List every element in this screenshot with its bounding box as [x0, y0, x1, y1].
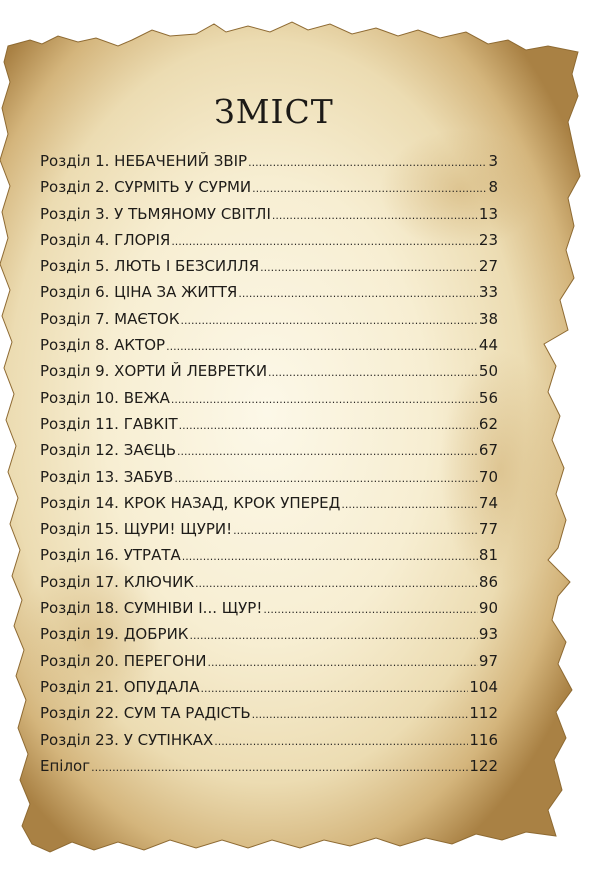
toc-entry-page: 104: [469, 677, 498, 696]
toc-dot-leader: [200, 682, 468, 695]
toc-entry-page: 27: [478, 257, 498, 276]
toc-entry-label: Розділ 20. ПЕРЕГОНИ: [40, 651, 207, 670]
toc-dot-leader: [263, 603, 478, 616]
toc-entry: [40, 441, 498, 467]
toc-entry-page: 86: [478, 572, 498, 591]
toc-entry-label: Розділ 15. ЩУРИ! ЩУРИ!: [40, 520, 233, 539]
toc-entry-page: 23: [478, 230, 498, 249]
toc-entry: [40, 757, 498, 783]
toc-entry-label: Розділ 1. НЕБАЧЕНИЙ ЗВІР: [40, 152, 248, 170]
toc-entry-label: Розділ 6. ЦІНА ЗА ЖИТТЯ: [40, 283, 238, 302]
toc-entry-page: 38: [478, 309, 498, 328]
toc-entry-page: 112: [469, 704, 498, 723]
toc-entry-label: Розділ 4. ГЛОРІЯ: [40, 230, 171, 249]
toc-entry: [40, 389, 498, 415]
toc-entry-label: Розділ 12. ЗАЄЦЬ: [40, 441, 177, 460]
toc-entry-page: 81: [478, 546, 498, 565]
toc-list: [40, 152, 498, 783]
toc-entry: [40, 520, 498, 546]
toc-entry-label: Розділ 10. ВЕЖА: [40, 388, 170, 407]
toc-entry-label: Розділ 8. АКТОР: [40, 336, 166, 355]
toc-entry: [40, 678, 498, 704]
toc-entry-page: 33: [478, 283, 498, 302]
toc-entry: [40, 362, 498, 388]
toc-entry: [40, 257, 498, 283]
toc-entry-page: 67: [478, 441, 498, 460]
toc-entry-label: Розділ 21. ОПУДАЛА: [40, 677, 200, 696]
toc-dot-leader: [260, 261, 478, 274]
toc-dot-leader: [180, 314, 477, 327]
toc-entry: [40, 573, 498, 599]
toc-entry-page: 93: [478, 625, 498, 644]
toc-entry: [40, 205, 498, 231]
toc-dot-leader: [207, 656, 477, 669]
toc-entry: [40, 310, 498, 336]
toc-title: ЗМІСТ: [214, 92, 334, 131]
toc-dot-leader: [238, 287, 478, 300]
toc-entry-label: Розділ 9. ХОРТИ Й ЛЕВРЕТКИ: [40, 362, 268, 381]
toc-entry-page: 116: [469, 730, 498, 749]
toc-dot-leader: [174, 472, 478, 485]
toc-dot-leader: [179, 419, 478, 432]
toc-entry: [40, 178, 498, 204]
toc-entry: [40, 336, 498, 362]
toc-entry: [40, 704, 498, 730]
toc-entry-label: Розділ 14. КРОК НАЗАД, КРОК УПЕРЕД: [40, 493, 341, 512]
toc-entry-label: Розділ 5. ЛЮТЬ І БЕЗСИЛЛЯ: [40, 257, 260, 276]
toc-entry: [40, 546, 498, 572]
toc-dot-leader: [252, 708, 469, 721]
toc-entry-page: 90: [478, 599, 498, 618]
toc-dot-leader: [171, 393, 478, 406]
toc-entry-page: 44: [478, 336, 498, 355]
toc-entry: [40, 415, 498, 441]
toc-entry-page: 50: [478, 362, 498, 381]
toc-dot-leader: [91, 761, 468, 774]
toc-entry-label: Епілог: [40, 756, 91, 775]
toc-entry: [40, 231, 498, 257]
toc-dot-leader: [252, 182, 487, 195]
toc-entry-page: 97: [478, 651, 498, 670]
toc-dot-leader: [233, 524, 478, 537]
toc-entry-label: Розділ 3. У ТЬМЯНОМУ СВІТЛІ: [40, 204, 271, 223]
toc-entry-page: 56: [478, 388, 498, 407]
toc-entry: [40, 152, 498, 178]
toc-entry: [40, 468, 498, 494]
toc-entry: [40, 625, 498, 651]
toc-dot-leader: [248, 156, 487, 169]
toc-entry-label: Розділ 22. СУМ ТА РАДІСТЬ: [40, 704, 251, 723]
toc-entry-label: Розділ 11. ГАВКІТ: [40, 414, 178, 433]
toc-entry-label: Розділ 18. СУМНІВИ І... ЩУР!: [40, 599, 263, 618]
toc-dot-leader: [214, 735, 468, 748]
toc-entry: [40, 731, 498, 757]
toc-entry-page: 13: [478, 204, 498, 223]
toc-entry-label: Розділ 16. УТРАТА: [40, 546, 181, 565]
toc-dot-leader: [341, 498, 478, 511]
toc-entry-page: 77: [478, 520, 498, 539]
toc-dot-leader: [177, 445, 478, 458]
toc-entry-label: Розділ 23. У СУТІНКАХ: [40, 730, 214, 749]
toc-dot-leader: [189, 629, 477, 642]
toc-entry-page: 62: [478, 414, 498, 433]
toc-entry: [40, 494, 498, 520]
toc-dot-leader: [166, 340, 478, 353]
toc-entry-page: 3: [488, 152, 498, 170]
toc-entry-label: Розділ 2. СУРМІТЬ У СУРМИ: [40, 178, 252, 197]
toc-entry-page: 74: [478, 493, 498, 512]
toc-entry-page: 122: [469, 756, 498, 775]
toc-entry: [40, 283, 498, 309]
toc-dot-leader: [195, 577, 478, 590]
toc-entry: [40, 599, 498, 625]
toc-entry-label: Розділ 19. ДОБРИК: [40, 625, 189, 644]
toc-dot-leader: [268, 366, 478, 379]
toc-dot-leader: [171, 235, 478, 248]
toc-entry-page: 70: [478, 467, 498, 486]
toc-entry-label: Розділ 13. ЗАБУВ: [40, 467, 174, 486]
toc-entry-label: Розділ 17. КЛЮЧИК: [40, 572, 194, 591]
toc-entry: [40, 652, 498, 678]
toc-entry-page: 8: [488, 178, 498, 197]
toc-entry-label: Розділ 7. МАЄТОК: [40, 309, 180, 328]
toc-dot-leader: [182, 550, 478, 563]
toc-dot-leader: [272, 209, 478, 222]
